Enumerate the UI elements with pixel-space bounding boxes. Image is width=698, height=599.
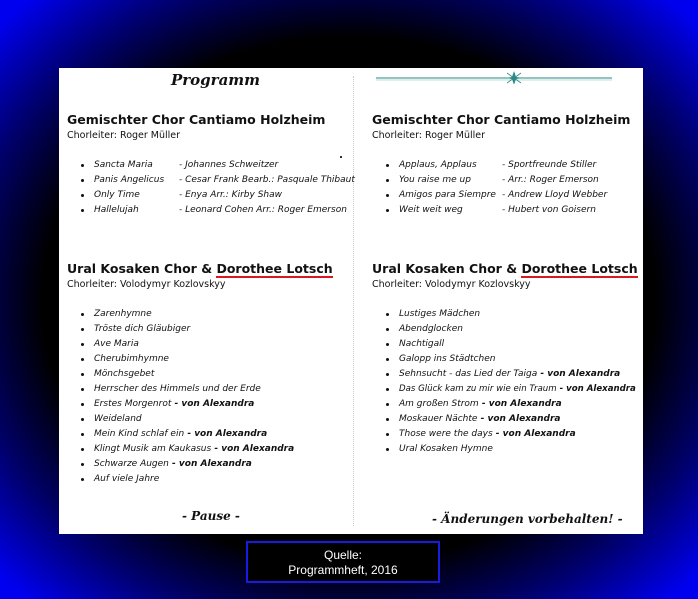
pause-note: - Pause - [182, 509, 240, 523]
list-item: Moskauer Nächte - von Alexandra [372, 412, 642, 427]
source-label: Quelle: [323, 548, 363, 562]
list-item: Weit weit weg - Hubert von Goisern [372, 203, 642, 218]
list-item: Galopp ins Städtchen [372, 352, 642, 367]
list-item: Sehnsucht - das Lied der Taiga - von Alexandra [372, 367, 642, 382]
source-caption [246, 541, 440, 583]
choir-title-ural: Ural Kosaken Chor & Dorothee Lotsch [372, 261, 638, 276]
list-item: Applaus, Applaus - Sportfreunde Stiller [372, 158, 642, 173]
conductor-line: Chorleiter: Roger Müller [372, 130, 486, 141]
right-page [372, 68, 642, 534]
highlighted-soloist: Dorothee Lotsch [521, 261, 638, 276]
list-item: Auf viele Jahre [67, 472, 351, 487]
list-item: Ave Maria [67, 337, 351, 352]
choir-title-ural: Ural Kosaken Chor & Dorothee Lotsch [67, 261, 333, 276]
conductor-line: Chorleiter: Volodymyr Kozlovskyy [67, 279, 226, 290]
list-item: Schwarze Augen - von Alexandra [67, 457, 351, 472]
list-item: Hallelujah - Leonard Cohen Arr.: Roger Emerson [67, 203, 351, 218]
list-item: Ural Kosaken Hymne [372, 442, 642, 457]
program-title: Programm [171, 71, 261, 89]
list-item: You raise me up - Arr.: Roger Emerson [372, 173, 642, 188]
changes-reserved-note: - Änderungen vorbehalten! - [432, 512, 623, 526]
list-item: Lustiges Mädchen [372, 307, 642, 322]
list-item: Only Time - Enya Arr.: Kirby Shaw [67, 188, 351, 203]
list-item: Mein Kind schlaf ein - von Alexandra [67, 427, 351, 442]
list-item: Am großen Strom - von Alexandra [372, 397, 642, 412]
list-item: Sancta Maria - Johannes Schweitzer [67, 158, 351, 173]
conductor-line: Chorleiter: Roger Müller [67, 130, 181, 141]
song-list-cantiamo [372, 158, 642, 218]
left-page [67, 68, 355, 534]
song-list-cantiamo [67, 158, 355, 218]
choir-title-cantiamo: Gemischter Chor Cantiamo Holzheim [372, 112, 631, 127]
page-fold-divider [353, 76, 354, 526]
list-item: Klingt Musik am Kaukasus - von Alexandra [67, 442, 351, 457]
list-item: Nachtigall [372, 337, 642, 352]
choir-title-cantiamo: Gemischter Chor Cantiamo Holzheim [67, 112, 326, 127]
highlighted-soloist: Dorothee Lotsch [216, 261, 333, 276]
list-item: Weideland [67, 412, 351, 427]
list-item: Erstes Morgenrot - von Alexandra [67, 397, 351, 412]
list-item: Herrscher des Himmels und der Erde [67, 382, 351, 397]
list-item: Those were the days - von Alexandra [372, 427, 642, 442]
list-item: Amigos para Siempre - Andrew Lloyd Webber [372, 188, 642, 203]
ornament-divider-icon [376, 70, 612, 84]
song-list-ural [372, 307, 642, 457]
list-item: Abendglocken [372, 322, 642, 337]
list-item: Mönchsgebet [67, 367, 351, 382]
conductor-line: Chorleiter: Volodymyr Kozlovskyy [372, 279, 531, 290]
list-item: Das Glück kam zu mir wie ein Traum - von Alexandra [372, 382, 642, 397]
list-item: Panis Angelicus - Cesar Frank Bearb.: Pasquale Thibaut [67, 173, 351, 188]
source-text: Programmheft, 2016 [288, 563, 398, 577]
song-list-ural [67, 307, 351, 487]
program-sheet [59, 68, 643, 534]
list-item: Cherubimhymne [67, 352, 351, 367]
list-item: Zarenhymne [67, 307, 351, 322]
list-item: Tröste dich Gläubiger [67, 322, 351, 337]
